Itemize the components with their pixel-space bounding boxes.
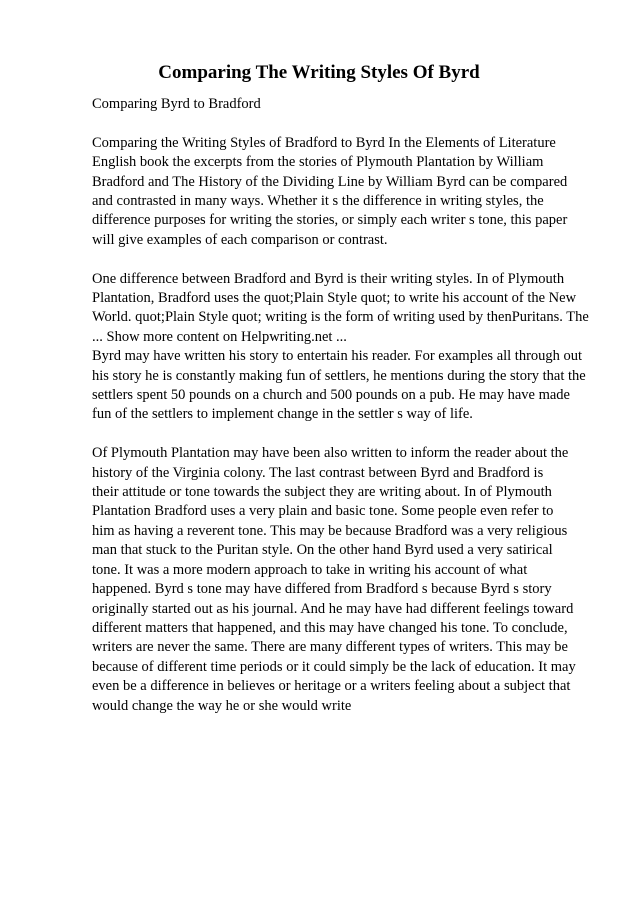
text-line: because of different time periods or it could simply be the lack of education. It may (92, 658, 576, 675)
text-line: originally started out as his journal. And he may have had different feelings toward (92, 600, 574, 617)
text-line: Of Plymouth Plantation may have been also written to inform the reader about the (92, 445, 569, 462)
paragraph-tone (92, 444, 602, 716)
text-line: World. quot;Plain Style quot; writing is the form of writing used by thenPuritans. The (92, 309, 589, 326)
text-line: One difference between Bradford and Byrd is their writing styles. In of Plymouth (92, 270, 565, 287)
paragraph-entertain (92, 347, 602, 425)
text-line: writers are never the same. There are many different types of writers. This may be (92, 639, 568, 656)
paragraph-subtitle (92, 95, 602, 114)
document-title: Comparing The Writing Styles Of Byrd (158, 62, 480, 83)
text-line: Byrd may have written his story to entertain his reader. For examples all through out (92, 348, 583, 365)
text-line: settlers spent 50 pounds on a church and 500 pounds on a pub. He may have made (92, 387, 570, 404)
text-line: Plantation, Bradford uses the quot;Plain Style quot; to write his account of the New (92, 290, 577, 307)
text-line: Comparing Byrd to Bradford (92, 96, 261, 112)
text-line: him as having a reverent tone. This may be because Bradford was a very religious (92, 522, 568, 539)
text-line: happened. Byrd s tone may have differed from Bradford s because Byrd s story (92, 581, 552, 598)
text-line: their attitude or tone towards the subject they are writing about. In of Plymouth (92, 484, 552, 501)
document-body (92, 95, 602, 735)
text-line: history of the Virginia colony. The last contrast between Byrd and Bradford is (92, 464, 544, 481)
text-line: and contrasted in many ways. Whether it s the difference in writing styles, the (92, 193, 544, 210)
paragraph-styles (92, 270, 602, 348)
text-line: Bradford and The History of the Dividing Line by William Byrd can be compared (92, 173, 568, 190)
text-line: his story he is constantly making fun of settlers, he mentions during the story that the (92, 367, 586, 384)
text-line: even be a difference in believes or heritage or a writers feeling about a subject that (92, 678, 571, 695)
text-line: will give examples of each comparison or contrast. (92, 231, 388, 248)
text-line: Plantation Bradford uses a very plain and basic tone. Some people even refer to (92, 503, 554, 520)
text-line: difference purposes for writing the stories, or simply each writer s tone, this paper (92, 212, 568, 229)
text-line: would change the way he or she would write (92, 697, 352, 714)
text-line: tone. It was a more modern approach to take in writing his account of what (92, 561, 528, 578)
text-line: different matters that happened, and this may have changed his tone. To conclude, (92, 619, 568, 636)
paragraph-intro (92, 134, 602, 250)
text-line: man that stuck to the Puritan style. On the other hand Byrd used a very satirical (92, 542, 553, 559)
text-line: fun of the settlers to implement change in the settler s way of life. (92, 406, 473, 423)
text-line: Comparing the Writing Styles of Bradford to Byrd In the Elements of Literature (92, 134, 556, 151)
text-line: ... Show more content on Helpwriting.net ... (92, 328, 347, 345)
text-line: English book the excerpts from the stories of Plymouth Plantation by William (92, 154, 544, 171)
